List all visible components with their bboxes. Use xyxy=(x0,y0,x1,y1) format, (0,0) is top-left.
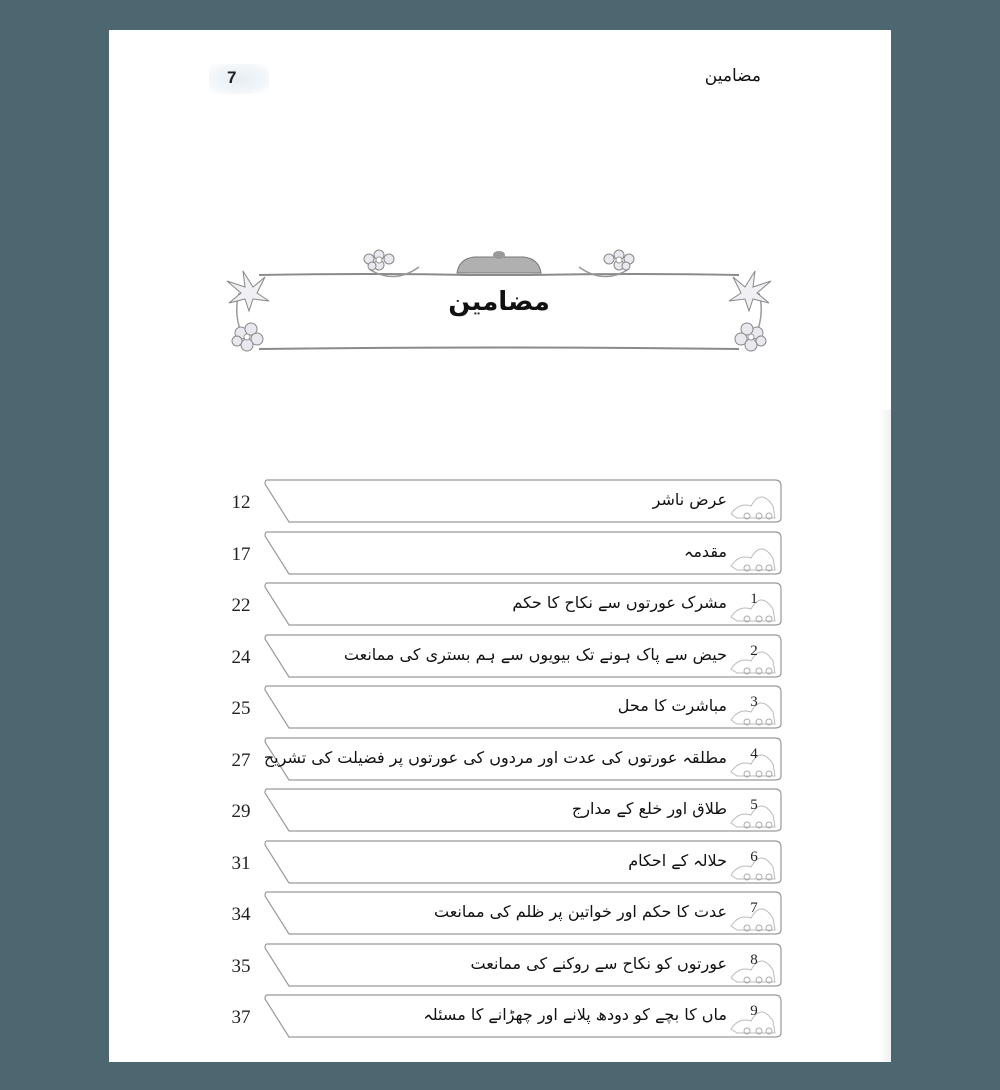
toc-chapter-title: مشرک عورتوں سے نکاح کا حکم xyxy=(512,593,727,612)
running-title: مضامین xyxy=(704,66,761,86)
book-page xyxy=(109,30,891,1062)
toc-entry-frame xyxy=(261,633,783,679)
toc-entry-frame xyxy=(261,684,783,730)
toc-page-number: 29 xyxy=(231,801,251,822)
toc-entry-frame xyxy=(261,993,783,1039)
running-header xyxy=(109,60,891,100)
toc-entry-frame xyxy=(261,530,783,576)
page-edge-shadow xyxy=(879,410,891,1062)
table-of-contents xyxy=(209,474,789,1041)
toc-page-number: 27 xyxy=(231,749,251,771)
toc-entry-frame xyxy=(261,787,783,833)
toc-chapter-number: 1 xyxy=(750,591,758,607)
toc-entry[interactable] xyxy=(209,989,789,1041)
toc-chapter-number: 5 xyxy=(750,797,758,813)
toc-chapter-title: عرض ناشر xyxy=(652,490,727,509)
toc-page-number: 22 xyxy=(231,595,251,616)
toc-entry[interactable] xyxy=(209,886,789,938)
toc-entry[interactable] xyxy=(209,783,789,835)
toc-entry-frame xyxy=(261,478,783,524)
toc-chapter-title: مطلقہ عورتوں کی عدت اور مردوں کی عورتوں پر فضیلت کی تشریح xyxy=(263,747,727,767)
toc-chapter-title: مباشرت کا محل xyxy=(617,696,727,715)
toc-page-number: 35 xyxy=(231,955,251,977)
toc-entry-frame xyxy=(261,581,783,627)
toc-entry[interactable] xyxy=(209,577,789,629)
toc-chapter-title: ماں کا بچے کو دودھ پلانے اور چھڑانے کا مسئلہ xyxy=(423,1005,727,1024)
toc-chapter-number: 3 xyxy=(750,694,758,710)
toc-chapter-number: 9 xyxy=(750,1003,758,1019)
toc-entry-frame xyxy=(261,839,783,885)
toc-page-number: 31 xyxy=(231,852,251,874)
toc-page-number: 25 xyxy=(231,698,251,719)
toc-chapter-number: 2 xyxy=(750,642,758,659)
toc-chapter-number: 4 xyxy=(750,745,758,762)
toc-chapter-title: حیض سے پاک ہونے تک بیویوں سے ہم بستری کی ممانعت xyxy=(343,644,727,664)
page-number: 7 xyxy=(227,68,237,87)
title-banner xyxy=(219,245,779,357)
toc-chapter-number: 7 xyxy=(750,900,758,916)
toc-chapter-title: عورتوں کو نکاح سے روکنے کی ممانعت xyxy=(470,953,727,973)
toc-entry[interactable] xyxy=(209,629,789,681)
toc-chapter-title: حلالہ کے احکام xyxy=(628,850,727,870)
toc-entry[interactable] xyxy=(209,526,789,578)
toc-chapter-number: 6 xyxy=(750,848,758,865)
toc-chapter-number: 8 xyxy=(750,951,758,968)
toc-chapter-title: عدت کا حکم اور خواتین پر ظلم کی ممانعت xyxy=(433,902,727,921)
toc-chapter-title: مقدمہ xyxy=(683,541,727,561)
toc-entry[interactable] xyxy=(209,680,789,732)
toc-entry[interactable] xyxy=(209,835,789,887)
toc-chapter-title: طلاق اور خلع کے مدارج xyxy=(571,799,727,818)
toc-entry-frame xyxy=(261,736,783,782)
page-number-smudge xyxy=(209,64,269,94)
contents-title: مضامین xyxy=(448,287,550,317)
toc-entry-frame xyxy=(261,890,783,936)
toc-page-number: 12 xyxy=(231,492,251,513)
toc-entry[interactable] xyxy=(209,938,789,990)
toc-entry-frame xyxy=(261,942,783,988)
toc-entry[interactable] xyxy=(209,474,789,526)
toc-page-number: 24 xyxy=(231,646,251,668)
toc-page-number: 34 xyxy=(231,904,251,925)
toc-page-number: 17 xyxy=(231,543,251,565)
toc-entry[interactable] xyxy=(209,732,789,784)
toc-page-number: 37 xyxy=(231,1007,251,1028)
